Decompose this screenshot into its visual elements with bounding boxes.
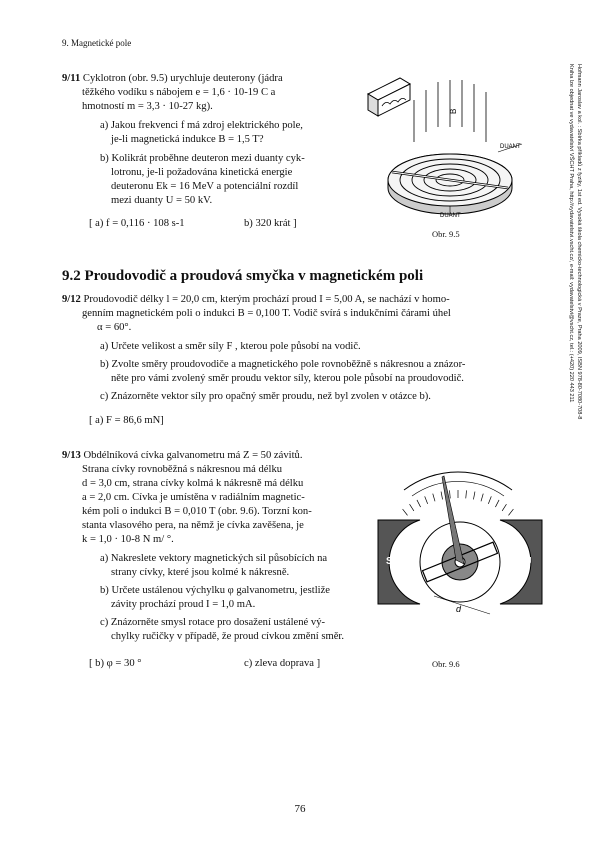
- scale-tick: [508, 509, 513, 515]
- problem-text: k = 1,0 · 10-8 N m/ °.: [82, 534, 174, 545]
- problem-text: kém poli o indukci B = 0,010 T (obr. 9.6). Torzní kon-: [82, 506, 312, 517]
- question-a: strany cívky, které jsou kolmé k nákresně.: [111, 567, 290, 578]
- problem-number: 9/13: [62, 450, 81, 461]
- question-a: a) Určete velikost a směr síly F , kterou pole působí na vodič.: [100, 341, 361, 352]
- question-b: deuteronu Ek = 16 MeV a potenciální rozdíl: [111, 181, 299, 192]
- answer: [ a) f = 0,116 · 108 s-1: [89, 218, 185, 229]
- question-a: a) Nakreslete vektory magnetických sil působících na: [100, 553, 328, 564]
- problem-9-12: [62, 293, 450, 307]
- question-c: c) Znázorněte smysl rotace pro dosažení ustálené vý-: [100, 617, 326, 628]
- sidebar-line: Kniha lze objednat ve vydavatelství VŠCHT Praha, http://vydavatelstvi.vscht.cz/, e-mail: vydavatelstvi@vscht.cz, tel.: (+420) 220 443 211: [568, 64, 574, 403]
- scale-tick: [410, 504, 414, 511]
- section-title: 9.2 Proudovodič a proudová smyčka v magnetickém poli: [62, 268, 424, 284]
- problem-text: Obdélníková cívka galvanometru má Z = 50 závitů.: [83, 450, 303, 461]
- question-b: něte pro vámi zvolený směr proudu vektor síly, kterou pole působí na proudovodič.: [111, 373, 464, 384]
- pole-s-label: S: [386, 556, 393, 567]
- question-b: mezi duanty U = 50 kV.: [111, 195, 213, 206]
- figure-caption: Obr. 9.5: [432, 229, 460, 239]
- scale-tick: [417, 500, 421, 507]
- problem-text: Proudovodič délky l = 20,0 cm, kterým prochází proud I = 5,00 A, se nachází v homo-: [83, 294, 450, 305]
- cyclotron-figure: [350, 72, 550, 232]
- problem-text: a = 2,0 cm. Cívka je umístěna v radiálním magnetic-: [82, 492, 305, 503]
- question-b: b) Kolikrát proběhne deuteron mezi duanty cyk-: [100, 153, 305, 164]
- scale-tick: [433, 494, 435, 502]
- dee-label-top: DUANT: [500, 144, 521, 150]
- field-label: B: [449, 108, 458, 114]
- scale-tick: [441, 492, 443, 500]
- problem-text: hmotností m = 3,3 · 10-27 kg).: [82, 101, 213, 112]
- question-c: chylky ručičky v případě, že proud cívkou změní směr.: [111, 631, 344, 642]
- scale-tick: [502, 504, 506, 511]
- scale-tick: [481, 494, 483, 502]
- problem-text: stanta vlasového pera, na němž je cívka zavěšena, je: [82, 520, 304, 531]
- question-a: a) Jakou frekvenci f má zdroj elektrického pole,: [100, 120, 303, 131]
- answer: [ b) φ = 30 °: [89, 658, 142, 669]
- scale-tick: [449, 490, 450, 498]
- problem-9-11: [62, 72, 347, 86]
- question-b: závity prochází proud I = 1,0 mA.: [111, 599, 256, 610]
- dimension-d-label: d: [456, 604, 462, 614]
- galvanometer-figure: [372, 456, 552, 636]
- sidebar-line: Hofmann Jaroslav a kol. : Sbírka příkladů z fyziky, 1st ed. Vysoká škola chemicko-technologická v Praze, Praha 2009, ISBN 978-80-7080-708-8: [576, 64, 582, 420]
- problem-text: těžkého vodíku s nábojem e = 1,6 · 10-19 C a: [82, 87, 276, 98]
- problem-text: d = 3,0 cm, strana cívky kolmá k nákresně má délku: [82, 478, 304, 489]
- question-c: c) Znázorněte vektor síly pro opačný směr proudu, než byl zvolen v otázce b).: [100, 391, 431, 402]
- scale-tick: [425, 496, 428, 503]
- scale-tick: [403, 509, 408, 515]
- question-b: lotronu, je-li požadována kinetická energie: [111, 167, 293, 178]
- question-a: je-li magnetická indukce B = 1,5 T?: [111, 134, 264, 145]
- problem-9-13: [62, 449, 302, 463]
- scale-tick: [473, 492, 475, 500]
- answer: [ a) F = 86,6 mN]: [89, 415, 164, 426]
- problem-text: α = 60°.: [97, 322, 132, 333]
- figure-caption: Obr. 9.6: [432, 659, 460, 669]
- pole-j-label: J: [526, 556, 532, 567]
- scale-tick: [466, 490, 467, 498]
- scale-tick: [495, 500, 499, 507]
- problem-text: genním magnetickém poli o indukci B = 0,100 T. Vodič svírá s indukčními čárami úhel: [82, 308, 451, 319]
- running-header: 9. Magnetické pole: [62, 38, 132, 48]
- question-b: b) Zvolte směry proudovodiče a magnetického pole rovnoběžně s nákresnou a znázor-: [100, 359, 466, 370]
- publisher-sidebar: [562, 64, 582, 604]
- answer: c) zleva doprava ]: [244, 658, 321, 669]
- answer: b) 320 krát ]: [244, 218, 297, 229]
- page-number: 76: [294, 803, 306, 815]
- question-b: b) Určete ustálenou výchylku φ galvanometru, jestliže: [100, 585, 330, 596]
- problem-text: Strana cívky rovnoběžná s nákresnou má délku: [82, 464, 283, 475]
- scale-tick: [488, 496, 491, 503]
- dee-label-bottom: DUANT: [440, 213, 461, 219]
- problem-number: 9/11: [62, 73, 81, 84]
- problem-number: 9/12: [62, 294, 81, 305]
- problem-text: Cyklotron (obr. 9.5) urychluje deuterony (jádra: [82, 73, 283, 84]
